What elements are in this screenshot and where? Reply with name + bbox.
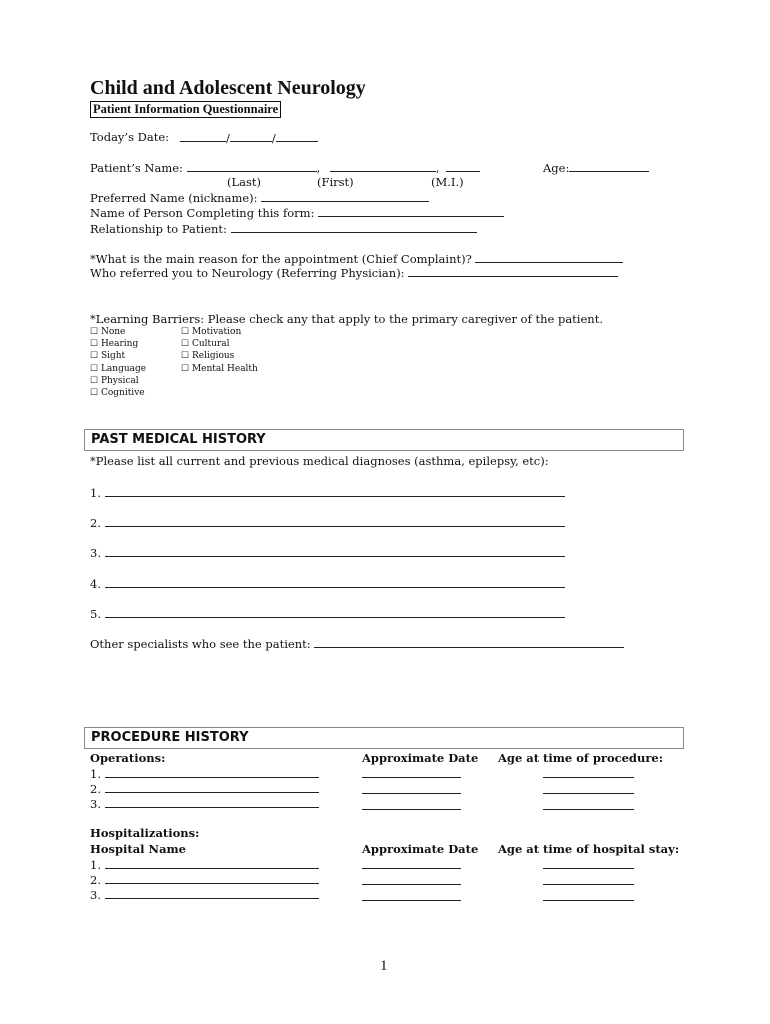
nickname-row [90, 190, 429, 205]
nickname-label: Preferred Name (nickname): [90, 191, 258, 205]
page-number: 1 [380, 958, 388, 974]
date-day-field[interactable] [230, 130, 272, 142]
comma: , [435, 161, 440, 175]
operation-name-field[interactable] [105, 766, 319, 778]
hospital-age-field[interactable] [543, 857, 634, 869]
diagnosis-row: 5. [90, 606, 565, 621]
barrier-option[interactable]: ☐ Language [90, 363, 147, 374]
relationship-label: Relationship to Patient: [90, 222, 227, 236]
checkbox-icon[interactable]: ☐ [90, 388, 99, 399]
completing-label: Name of Person Completing this form: [90, 206, 315, 220]
specialists-label: Other specialists who see the patient: [90, 637, 311, 651]
operation-row: 3. [90, 796, 319, 811]
barrier-option[interactable]: ☐ Sight [90, 351, 126, 362]
reason-row [90, 251, 623, 266]
date-month-field[interactable] [180, 130, 226, 142]
checkbox-icon[interactable]: ☐ [181, 351, 190, 362]
diagnosis-field[interactable] [105, 606, 565, 618]
operation-age-field[interactable] [543, 798, 634, 810]
operation-age-field[interactable] [543, 766, 634, 778]
diagnosis-field[interactable] [105, 545, 565, 557]
operation-row: 1. [90, 766, 319, 781]
middle-initial-field[interactable] [446, 160, 480, 172]
operation-row: 2. [90, 781, 319, 796]
todays-date-row [90, 130, 169, 144]
date-separator: / [226, 131, 230, 145]
diagnosis-row: 4. [90, 576, 565, 591]
reason-label: *What is the main reason for the appointment (Chief Complaint)? [90, 252, 472, 266]
barrier-option[interactable]: ☐ Cognitive [90, 388, 145, 399]
checkbox-icon[interactable]: ☐ [90, 363, 99, 374]
completing-field[interactable] [318, 205, 504, 217]
operation-date-field[interactable] [362, 782, 461, 794]
checkbox-icon[interactable]: ☐ [90, 351, 99, 362]
relationship-row [90, 221, 477, 236]
barrier-option[interactable]: ☐ None [90, 327, 126, 337]
procedure-history-title: PROCEDURE HISTORY [91, 730, 249, 745]
referred-label: Who referred you to Neurology (Referring Physician): [90, 266, 405, 280]
hospital-date-field[interactable] [362, 873, 461, 885]
barrier-option[interactable]: ☐ Physical [90, 375, 139, 386]
hospital-row: 2. [90, 872, 319, 887]
nickname-field[interactable] [261, 190, 429, 202]
age-procedure-header: Age at time of procedure: [498, 751, 663, 765]
date-separator: / [271, 131, 276, 145]
hospital-date-field[interactable] [362, 857, 461, 869]
form-subtitle: Patient Information Questionnaire [90, 101, 281, 118]
checkbox-icon[interactable]: ☐ [181, 339, 190, 350]
operation-date-field[interactable] [362, 798, 461, 810]
hospital-age-field[interactable] [543, 873, 634, 885]
hospital-date-field[interactable] [362, 889, 461, 901]
checkbox-icon[interactable]: ☐ [90, 339, 99, 350]
hospital-name-header: Hospital Name [90, 842, 187, 856]
referred-field[interactable] [408, 265, 618, 277]
age-label: Age: [543, 161, 570, 175]
past-medical-history-title: PAST MEDICAL HISTORY [91, 432, 266, 447]
diagnosis-row: 2. [90, 515, 565, 530]
diagnosis-field[interactable] [105, 485, 565, 497]
specialists-field[interactable] [314, 636, 624, 648]
diagnosis-field[interactable] [105, 515, 565, 527]
barrier-option[interactable]: ☐ Motivation [181, 327, 242, 337]
hospital-row: 1. [90, 857, 319, 872]
pmh-instruction: *Please list all current and previous medical diagnoses (asthma, epilepsy, etc): [90, 454, 549, 468]
form-title: Child and Adolescent Neurology [90, 77, 366, 99]
specialists-row [90, 636, 624, 651]
barrier-option[interactable]: ☐ Religious [181, 351, 235, 362]
referred-row [90, 265, 618, 280]
learning-barriers-label: *Learning Barriers: Please check any that apply to the primary caregiver of the patient. [90, 312, 603, 326]
diagnosis-row: 3. [90, 545, 565, 560]
hospital-name-field[interactable] [105, 857, 319, 869]
last-name-field[interactable] [187, 160, 317, 172]
hospital-row: 3. [90, 887, 319, 902]
relationship-field[interactable] [231, 221, 477, 233]
diagnosis-row: 1. [90, 485, 565, 500]
barriers-column-2 [181, 326, 258, 375]
operation-name-field[interactable] [105, 781, 319, 793]
approx-date-header: Approximate Date [362, 751, 479, 765]
comma: , [316, 161, 321, 175]
hospital-date-header: Approximate Date [362, 842, 479, 856]
barriers-column-1 [90, 326, 146, 399]
hospital-age-fields [543, 857, 634, 901]
hospital-name-field[interactable] [105, 887, 319, 899]
completing-row [90, 205, 504, 220]
procedure-history-header [84, 727, 684, 749]
first-label: (First) [317, 175, 354, 189]
checkbox-icon[interactable]: ☐ [90, 327, 99, 337]
operation-age-field[interactable] [543, 782, 634, 794]
age-row [543, 160, 649, 175]
age-field[interactable] [569, 160, 649, 172]
barrier-option[interactable]: ☐ Cultural [181, 339, 230, 350]
barrier-option[interactable]: ☐ Mental Health [181, 363, 258, 374]
reason-field[interactable] [475, 251, 623, 263]
mi-label: (M.I.) [431, 175, 464, 189]
hospitalizations-label: Hospitalizations: [90, 826, 200, 840]
operation-date-field[interactable] [362, 766, 461, 778]
patient-name-label: Patient’s Name: [90, 161, 183, 175]
checkbox-icon[interactable]: ☐ [90, 375, 99, 386]
diagnosis-field[interactable] [105, 576, 565, 588]
todays-date-fields [180, 130, 318, 145]
last-label: (Last) [227, 175, 261, 189]
first-name-field[interactable] [330, 160, 436, 172]
hospital-age-field[interactable] [543, 889, 634, 901]
operation-age-fields [543, 766, 634, 810]
hospital-name-field[interactable] [105, 872, 319, 884]
operations-label: Operations: [90, 751, 166, 765]
barrier-option[interactable]: ☐ Hearing [90, 339, 139, 350]
patient-name-row [90, 160, 480, 175]
todays-date-label: Today’s Date: [90, 130, 170, 144]
checkbox-icon[interactable]: ☐ [181, 363, 190, 374]
operation-name-field[interactable] [105, 796, 319, 808]
age-hospital-header: Age at time of hospital stay: [498, 842, 680, 856]
hospital-date-fields [362, 857, 461, 901]
operation-date-fields [362, 766, 461, 810]
date-year-field[interactable] [276, 130, 318, 142]
checkbox-icon[interactable]: ☐ [181, 327, 190, 337]
past-medical-history-header [84, 429, 684, 451]
